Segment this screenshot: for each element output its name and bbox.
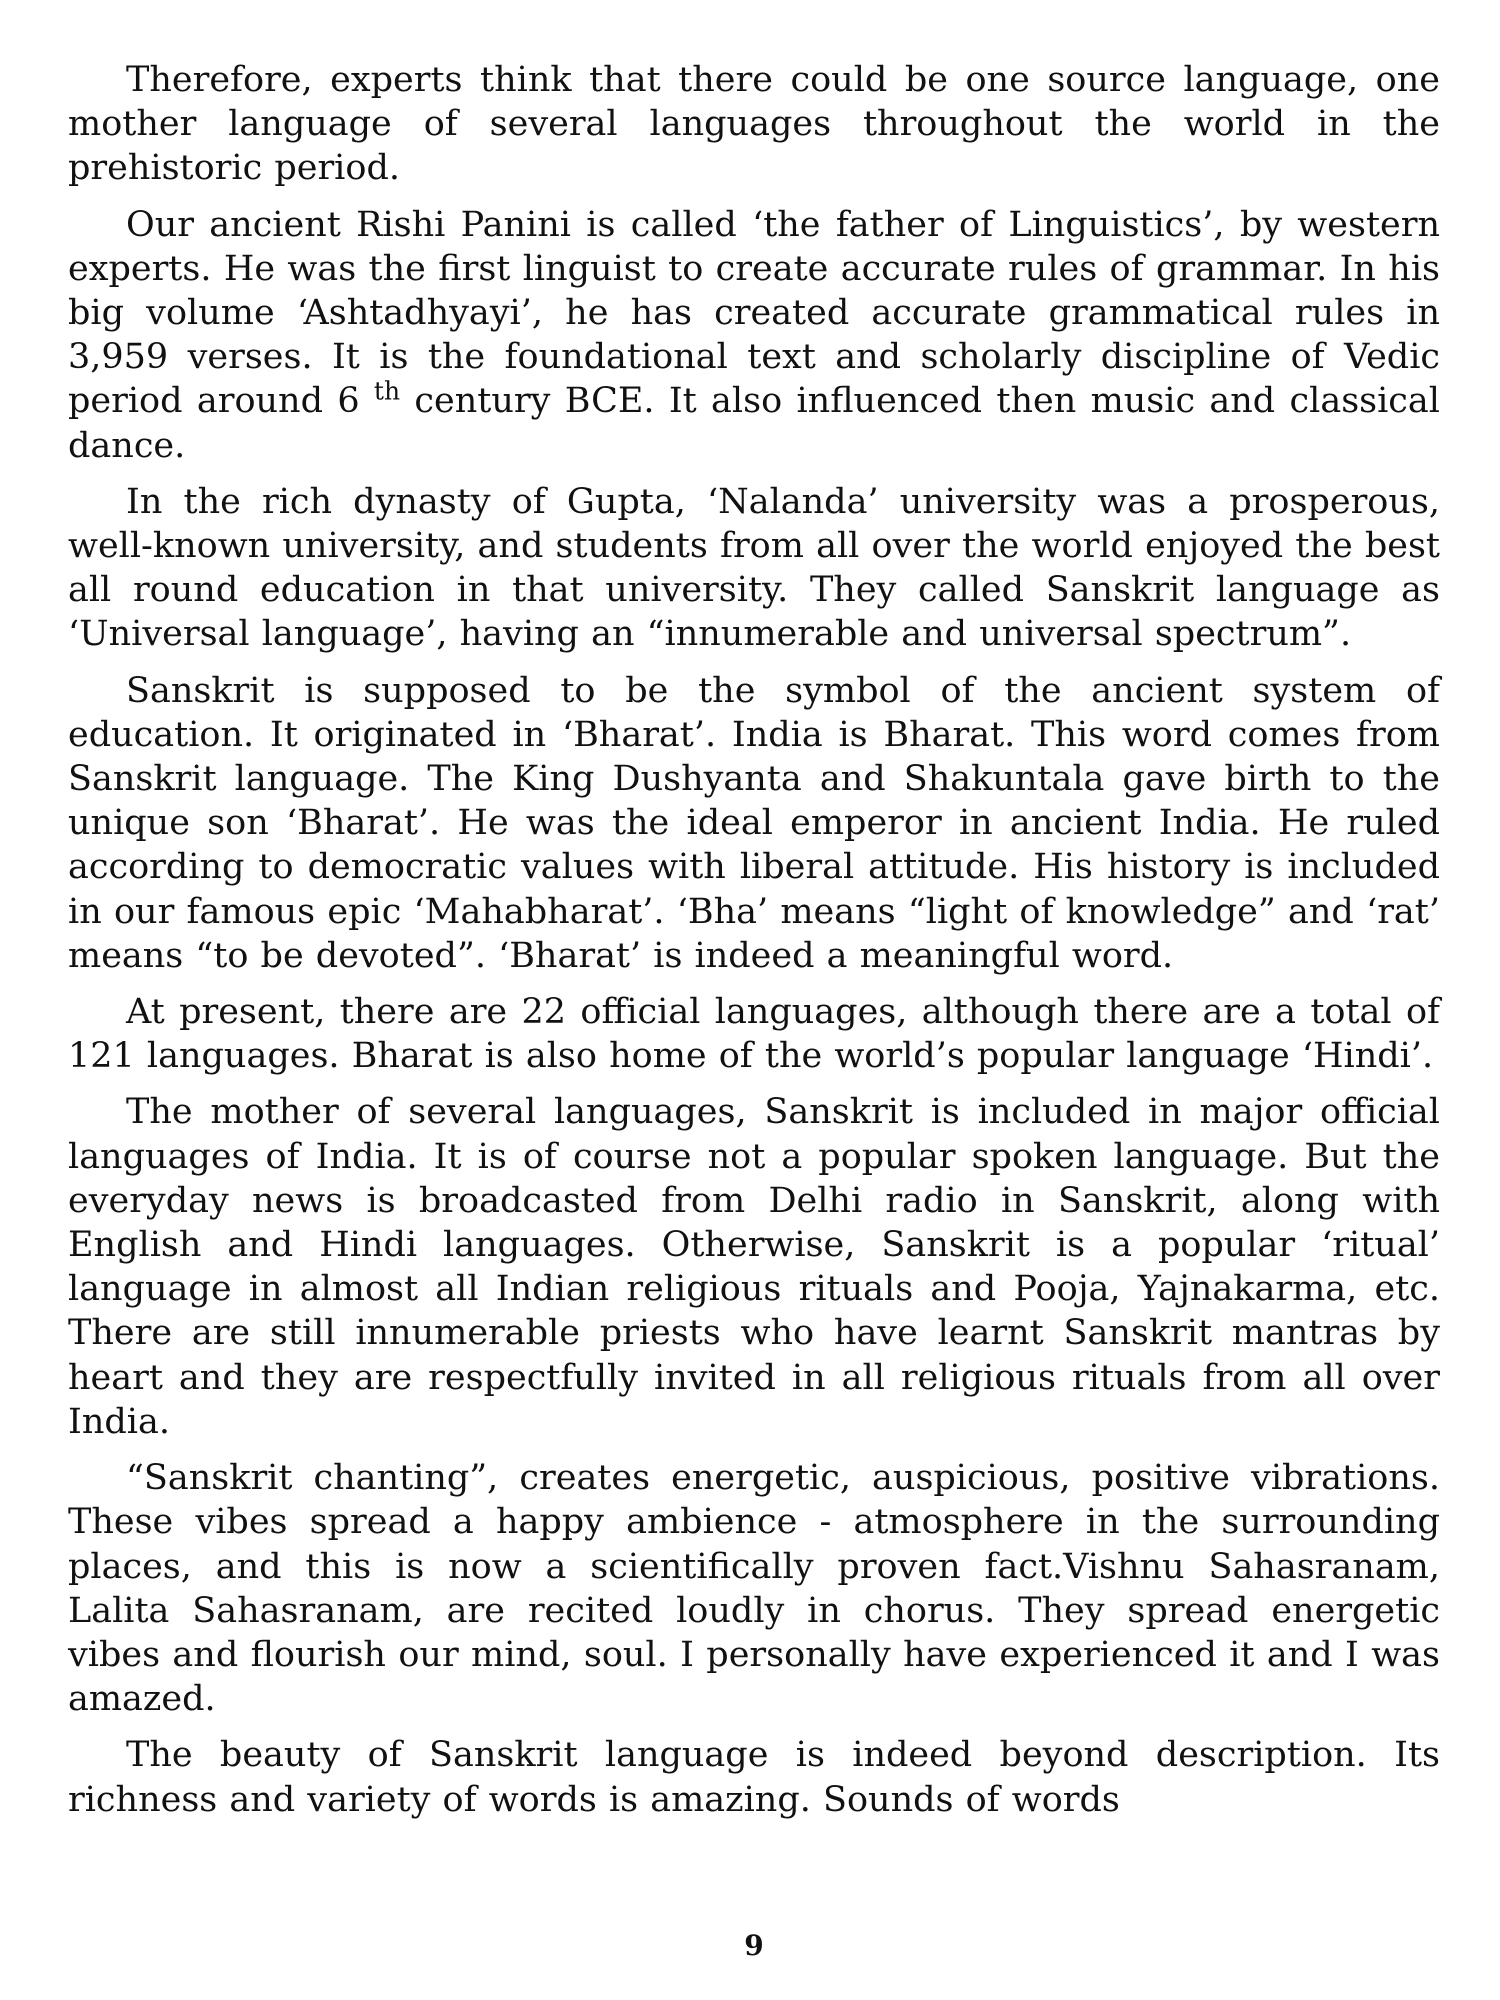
paragraph-panini-continuation: century BCE. It also influenced then music and classical dance. [68,381,1440,466]
paragraph-sanskrit-status: The mother of several languages, Sanskrit is included in major official languages of India. It is of course not a popular spoken language. But the everyday news is broadcasted from Delhi radio in Sanskrit, along with English and Hindi languages. Otherwise, Sanskrit is a popular ‘ritual’ language in almost all Indian religious rituals and Pooja, Yajnakarma, etc. There are still innumerable priests who have learnt Sanskrit mantras by heart and they are respectfully invited in all religious rituals from all over India. [68,1092,1440,1442]
paragraph-panini-main-text: Our ancient Rishi Panini is called ‘the father of Linguistics’, by western experts. He was the first linguist to create accurate rules of grammar. In his big volume ‘Ashtadhyayi’, he has created accurate grammatical rules in 3,959 verses. It is the foundational text and scholarly discipline of Vedic period around 6 [68,204,1440,422]
paragraph-nalanda: In the rich dynasty of Gupta, ‘Nalanda’ university was a prosperous, well-known university, and students from all over the world enjoyed the best all round education in that university. They called Sanskrit language as ‘Universal language’, having an “innumerable and universal spectrum”. [68,481,1440,655]
document-page [68,58,1440,1978]
paragraph-source-language: Therefore, experts think that there could be one source language, one mother language of several languages throughout the world in the prehistoric period. [68,60,1440,189]
paragraph-panini [68,203,1440,468]
paragraph-official-languages: At present, there are 22 official languages, although there are a total of 121 languages. Bharat is also home of the world’s popular language ‘Hindi’. [68,992,1440,1077]
paragraph-sanskrit-chanting: “Sanskrit chanting”, creates energetic, auspicious, positive vibrations. These vibes spread a happy ambience - atmosphere in the surrounding places, and this is now a scientifically proven fact.Vishnu Sahasranam, Lalita Sahasranam, are recited loudly in chorus. They spread energetic vibes and flourish our mind, soul. I personally have experienced it and I was amazed. [68,1458,1440,1720]
paragraph-sanskrit-beauty: The beauty of Sanskrit language is indeed beyond description. Its richness and variety of words is amazing. Sounds of words [68,1735,1440,1820]
page-number: 9 [744,1929,764,1962]
ordinal-superscript: th [373,376,401,406]
paragraph-bharat: Sanskrit is supposed to be the symbol of the ancient system of education. It originated in ‘Bharat’. India is Bharat. This word comes from Sanskrit language. The King Dushyanta and Shakuntala gave birth to the unique son ‘Bharat’. He was the ideal emperor in ancient India. He ruled according to democratic values with liberal attitude. His history is included in our famous epic ‘Mahabharat’. ‘Bha’ means “light of knowledge” and ‘rat’ means “to be devoted”. ‘Bharat’ is indeed a meaningful word. [68,670,1440,976]
